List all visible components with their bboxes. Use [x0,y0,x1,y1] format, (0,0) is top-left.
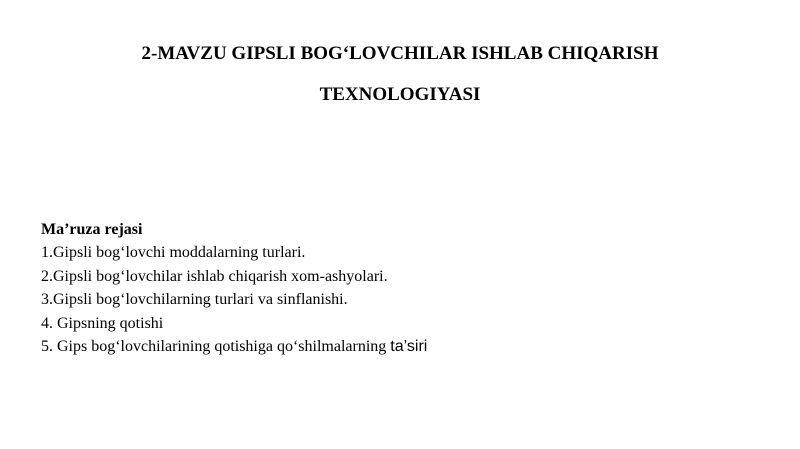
lecture-plan [41,218,761,358]
plan-item-4: 4. Gipsning qotishi [41,314,164,332]
plan-item-3: 3.Gipsli bog‘lovchilarning turlari va sinflanishi. [41,291,348,309]
slide-title-line-2: TEXNOLOGIYASI [319,84,481,105]
plan-item-2: 2.Gipsli bog‘lovchilar ishlab chiqarish xom-ashyolari. [41,267,388,285]
plan-item-1: 1.Gipsli bog‘lovchi moddalarning turlari. [41,244,306,262]
lecture-plan-list [41,241,761,358]
plan-item-5-tail: ta’siri [390,338,428,356]
plan-item-5-text: 5. Gips bog‘lovchilarining qotishiga qo‘shilmalarning [41,338,391,356]
slide-title-line-1: 2-MAVZU GIPSLI BOG‘LOVCHILAR ISHLAB CHIQARISH [141,43,659,64]
plan-item-5 [41,335,761,358]
lecture-plan-heading: Ma’ruza rejasi [41,221,143,238]
